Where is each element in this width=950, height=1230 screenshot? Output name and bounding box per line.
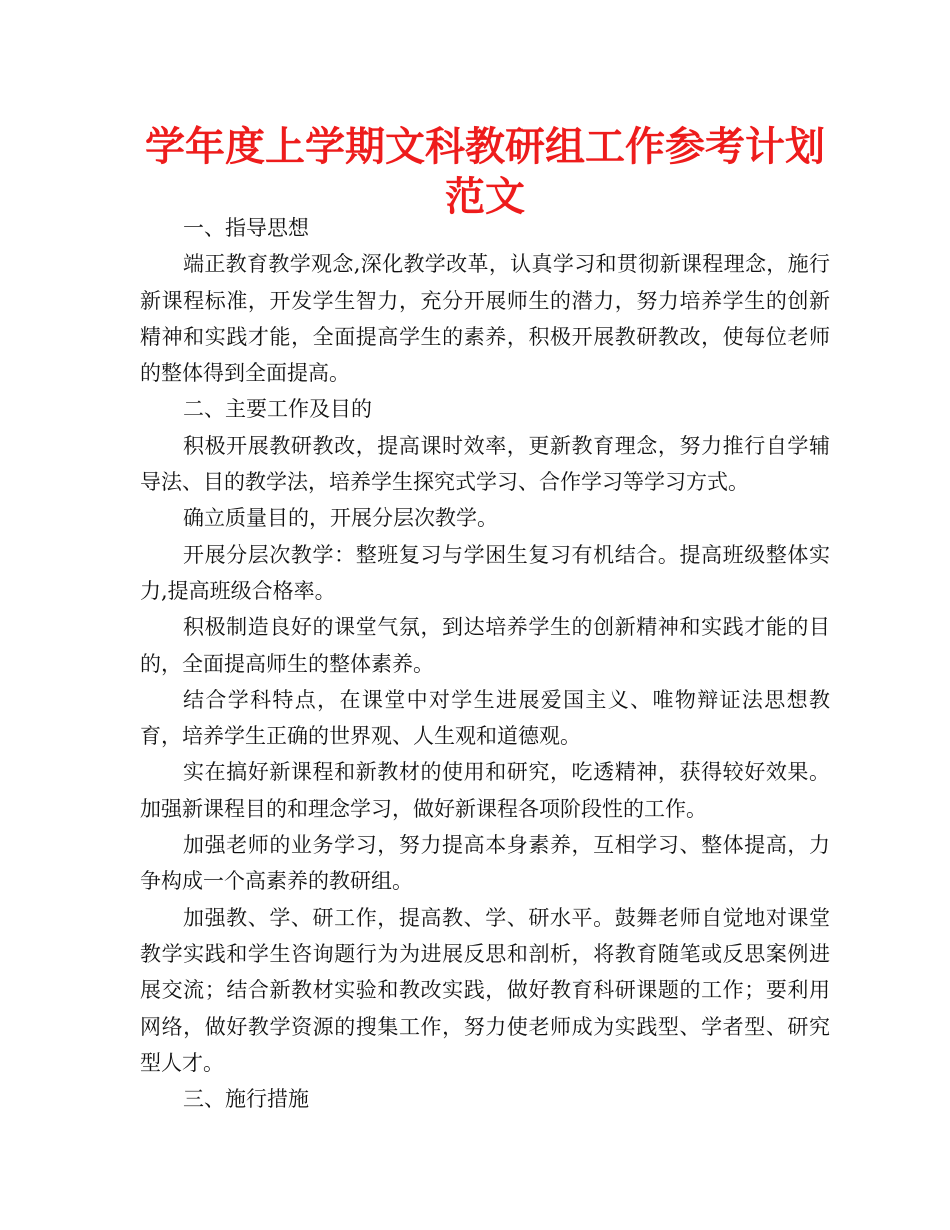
section-heading-guiding-thought: 一、指导思想: [183, 216, 309, 240]
paragraph: 加强老师的业务学习，努力提高本身素养，互相学习、整体提高，力争构成一个高素养的教研组。: [140, 833, 830, 894]
paragraph: 开展分层次教学：整班复习与学困生复习有机结合。提高班级整体实力,提高班级合格率。: [140, 542, 830, 603]
section-heading-main-work: 二、主要工作及目的: [183, 397, 372, 422]
document-body: [140, 210, 830, 1117]
paragraph: 端正教育教学观念,深化教学改革，认真学习和贯彻新课程理念，施行新课程标准，开发学生智力，充分开展师生的潜力，努力培养学生的创新精神和实践才能，全面提高学生的素养，积极开展教研教改，使每位老师的整体得到全面提高。: [140, 252, 830, 386]
paragraph: 确立质量目的，开展分层次教学。: [183, 506, 498, 531]
paragraph: 加强教、学、研工作，提高教、学、研水平。鼓舞老师自觉地对课堂教学实践和学生咨询题行为为进展反思和剖析，将教育随笔或反思案例进展交流；结合新教材实验和教改实践，做好教育科研课题的工作；要利用网络，做好教学资源的搜集工作，努力使老师成为实践型、学者型、研究型人才。: [140, 905, 830, 1075]
section-heading-measures: 三、施行措施: [183, 1087, 309, 1112]
paragraph: 积极开展教研教改，提高课时效率，更新教育理念，努力推行自学辅导法、目的教学法，培养学生探究式学习、合作学习等学习方式。: [140, 433, 830, 495]
paragraph: 积极制造良好的课堂气氛，到达培养学生的创新精神和实践才能的目的，全面提高师生的整体素养。: [140, 615, 830, 676]
paragraph: 结合学科特点，在课堂中对学生进展爱国主义、唯物辩证法思想教育，培养学生正确的世界观、人生观和道德观。: [140, 687, 830, 749]
document-title: 学年度上学期文科教研组工作参考计划范文: [145, 124, 825, 220]
paragraph: 实在搞好新课程和新教材的使用和研究，吃透精神，获得较好效果。加强新课程目的和理念学习，做好新课程各项阶段性的工作。: [140, 760, 830, 821]
